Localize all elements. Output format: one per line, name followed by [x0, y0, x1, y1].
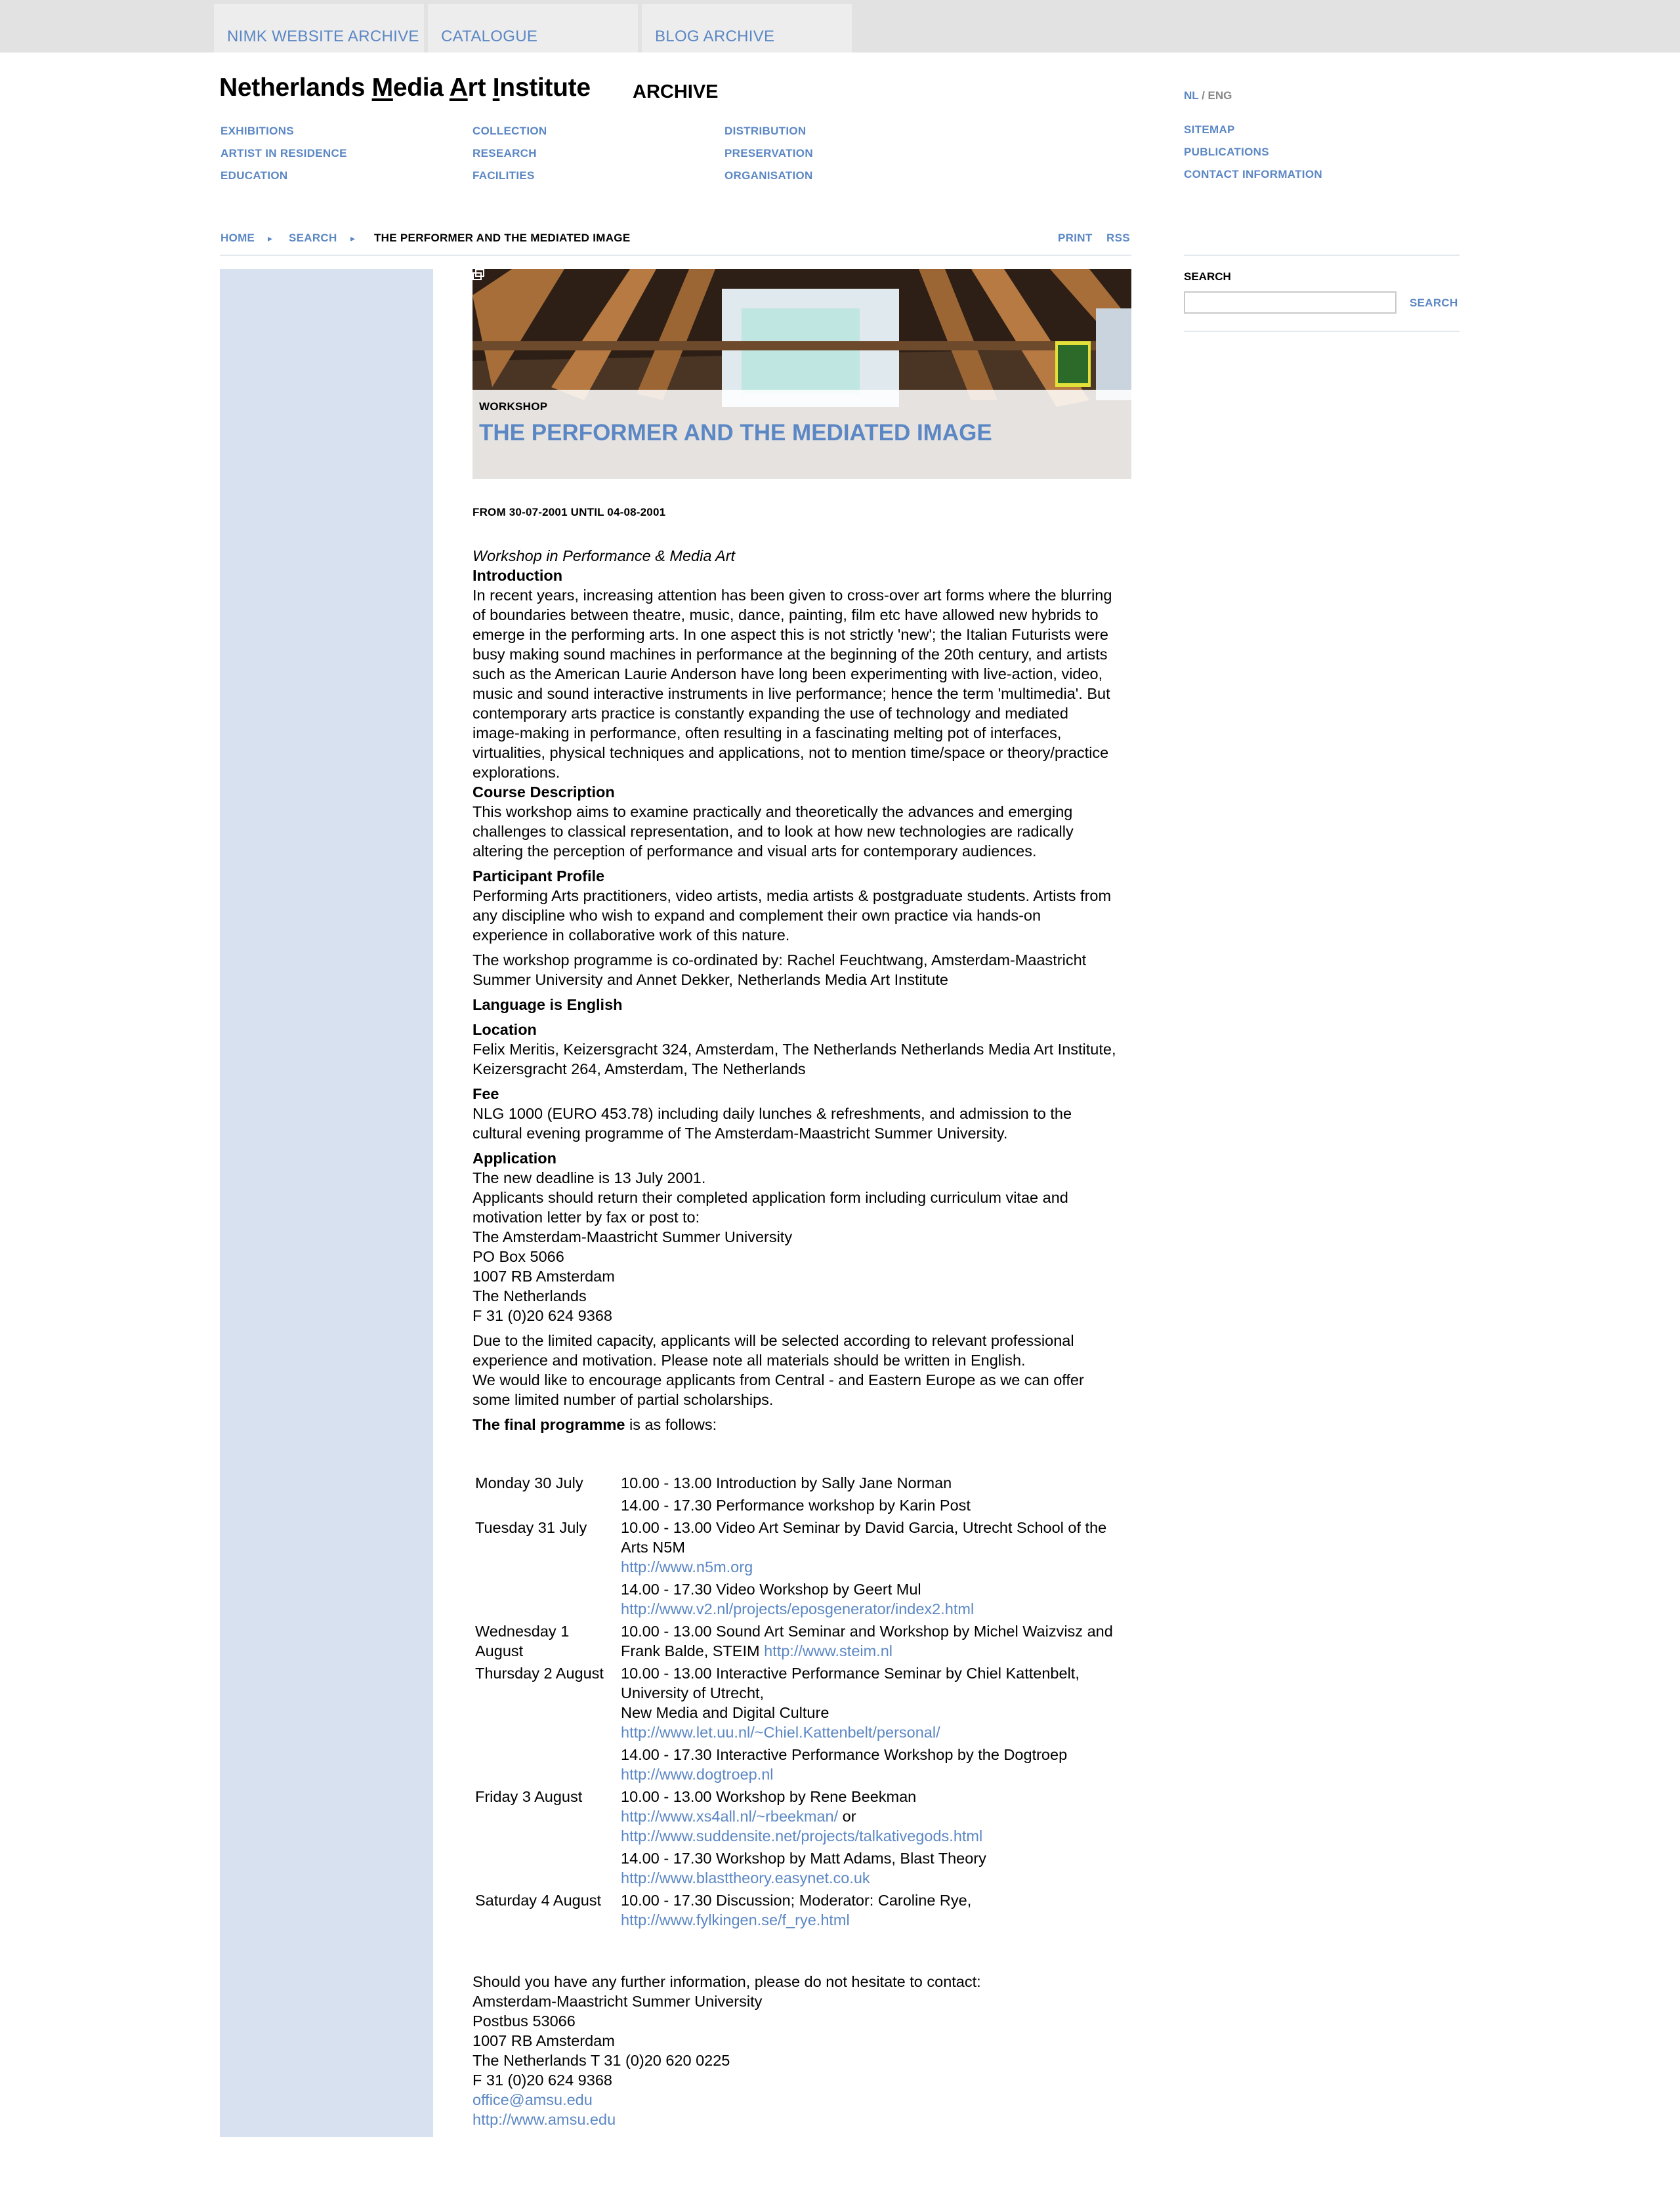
programme-table — [472, 1473, 1137, 1932]
event-description — [472, 546, 1131, 1434]
programme-link[interactable]: http://www.blasttheory.easynet.co.uk — [621, 1869, 870, 1887]
text-line: University of Utrecht, — [621, 1684, 765, 1701]
text-line: The Amsterdam-Maastricht Summer University — [472, 1228, 793, 1245]
programme-day: Saturday 4 August — [475, 1892, 602, 1909]
table-row — [472, 1745, 1137, 1787]
text-line: image-making in performance, often resulting in a fascinating melting pot of interfaces, — [472, 724, 1062, 741]
nav-facilities[interactable]: FACILITIES — [472, 169, 535, 182]
table-row — [472, 1495, 1137, 1518]
text-line: Frank Balde, STEIM — [621, 1642, 765, 1659]
top-tab-bar — [0, 0, 1680, 52]
contact-email-link[interactable]: office@amsu.edu — [472, 2091, 593, 2108]
programme-day: Tuesday 31 July — [475, 1519, 587, 1536]
programme-link[interactable]: http://www.dogtroep.nl — [621, 1766, 774, 1783]
nav-education[interactable]: EDUCATION — [220, 169, 288, 182]
rss-link[interactable]: RSS — [1106, 232, 1130, 244]
text-line: 1007 RB Amsterdam — [472, 1268, 615, 1285]
text-line: Performing Arts practitioners, video artists, media artists & postgraduate students. Artists from — [472, 887, 1112, 904]
text-line: Wednesday 1 — [475, 1623, 570, 1640]
text-line: Felix Meritis, Keizersgracht 324, Amsterdam, The Netherlands Netherlands Media Art Institute, — [472, 1041, 1116, 1058]
tab-nimk-website-archive[interactable]: NIMK WEBSITE ARCHIVE — [214, 4, 424, 52]
search-input[interactable] — [1184, 291, 1396, 314]
site-logo[interactable] — [219, 73, 591, 102]
logo-letter-m: M — [371, 73, 393, 102]
nav-sitemap[interactable]: SITEMAP — [1184, 123, 1235, 136]
text-line: explorations. — [472, 764, 560, 781]
text-line: challenges to classical representation, and to look at how new technologies are radically — [472, 823, 1074, 840]
archive-label: ARCHIVE — [633, 81, 719, 102]
text-line: 10.00 - 13.00 Sound Art Seminar and Workshop by Michel Waizvisz and — [621, 1623, 1113, 1640]
text-line: Summer University and Annet Dekker, Netherlands Media Art Institute — [472, 971, 948, 988]
logo-text-3: rt — [467, 73, 493, 102]
table-row — [472, 1518, 1137, 1579]
text-line: Applicants should return their completed application form including curriculum vitae and — [472, 1189, 1068, 1206]
programme-day: Friday 3 August — [475, 1788, 583, 1805]
table-row — [472, 1473, 1137, 1495]
location-text — [472, 1039, 1131, 1079]
tab-blog-archive[interactable]: BLOG ARCHIVE — [642, 4, 852, 52]
logo-letter-a: A — [449, 73, 468, 102]
breadcrumb-current: THE PERFORMER AND THE MEDIATED IMAGE — [374, 232, 631, 244]
text-line: 14.00 - 17.30 Interactive Performance Workshop by the Dogtroep — [621, 1746, 1068, 1763]
intro-heading: Introduction — [472, 567, 563, 584]
text-line: music and sound interactive instruments in live performance; hence the term 'multimedia'. But — [472, 685, 1110, 702]
text-line: August — [475, 1642, 524, 1659]
text-line: or — [838, 1808, 856, 1825]
programme-day: Thursday 2 August — [475, 1665, 604, 1682]
programme-slot — [618, 1745, 1137, 1787]
text-line: NLG 1000 (EURO 453.78) including daily lunches & refreshments, and admission to the — [472, 1105, 1072, 1122]
programme-slot — [618, 1890, 1137, 1932]
text-line: F 31 (0)20 624 9368 — [472, 1307, 612, 1324]
text-line: Due to the limited capacity, applicants will be selected according to relevant professional — [472, 1332, 1074, 1349]
logo-text-2: edia — [392, 73, 450, 102]
text-line: experience in collaborative work of this nature. — [472, 927, 790, 944]
nav-publications[interactable]: PUBLICATIONS — [1184, 146, 1269, 158]
print-link[interactable]: PRINT — [1058, 232, 1093, 244]
programme-link[interactable]: http://www.xs4all.nl/~rbeekman/ — [621, 1808, 839, 1825]
nav-exhibitions[interactable]: EXHIBITIONS — [220, 125, 294, 137]
course-text — [472, 802, 1131, 861]
location-heading: Location — [472, 1021, 537, 1038]
text-line: The workshop programme is co-ordinated by: Rachel Feuchtwang, Amsterdam-Maastricht — [472, 951, 1087, 969]
breadcrumb-separator-icon: ▸ — [268, 233, 273, 243]
programme-slot: 14.00 - 17.30 Performance workshop by Karin Post — [621, 1497, 971, 1514]
table-row — [472, 1579, 1137, 1621]
left-sidebar — [220, 269, 433, 2137]
text-line: Postbus 53066 — [472, 2012, 576, 2030]
text-line: experience and motivation. Please note all materials should be written in English. — [472, 1352, 1026, 1369]
final-programme-bold: The final programme — [472, 1416, 625, 1433]
text-line: 14.00 - 17.30 Video Workshop by Geert Mul — [621, 1581, 921, 1598]
table-row — [472, 1663, 1137, 1745]
programme-slot — [618, 1621, 1137, 1663]
text-line: We would like to encourage applicants from Central - and Eastern Europe as we can offer — [472, 1371, 1084, 1388]
text-line: some limited number of partial scholarships. — [472, 1391, 774, 1408]
text-line: virtualities, physical techniques and applications, not to mention time/space or theory/practice — [472, 744, 1109, 761]
lang-eng-link[interactable]: ENG — [1208, 89, 1232, 102]
language-switch — [1184, 89, 1232, 102]
coordinator-text — [472, 950, 1131, 990]
programme-slot — [618, 1848, 1137, 1890]
text-line: The new deadline is 13 July 2001. — [472, 1169, 706, 1186]
logo-text-1: Netherlands — [219, 73, 372, 102]
nav-organisation[interactable]: ORGANISATION — [724, 169, 813, 182]
text-line: Keizersgracht 264, Amsterdam, The Netherlands — [472, 1060, 806, 1077]
search-heading: SEARCH — [1184, 270, 1231, 283]
text-line: Amsterdam-Maastricht Summer University — [472, 1993, 763, 2010]
programme-link[interactable]: http://www.suddensite.net/projects/talkativegods.html — [621, 1827, 983, 1845]
text-line: any discipline who wish to expand and complement their own practice via hands-on — [472, 907, 1041, 924]
programme-slot — [618, 1663, 1137, 1745]
participant-heading: Participant Profile — [472, 867, 605, 885]
nav-collection[interactable]: COLLECTION — [472, 125, 547, 137]
text-line: 10.00 - 13.00 Workshop by Rene Beekman — [621, 1788, 917, 1805]
nav-preservation[interactable]: PRESERVATION — [724, 147, 813, 159]
text-line: 10.00 - 17.30 Discussion; Moderator: Caroline Rye, — [621, 1892, 972, 1909]
event-type-label: WORKSHOP — [479, 400, 548, 413]
logo-text-4: nstitute — [499, 73, 591, 102]
course-heading: Course Description — [472, 783, 615, 801]
breadcrumb-separator-icon: ▸ — [350, 233, 356, 243]
text-line: The Netherlands T 31 (0)20 620 0225 — [472, 2052, 730, 2069]
contact-block — [472, 1972, 1131, 2129]
programme-link[interactable]: http://www.fylkingen.se/f_rye.html — [621, 1911, 850, 1929]
text-line: such as the American Laurie Anderson have long been experimenting with live-action, video, — [472, 665, 1103, 682]
programme-link[interactable]: http://www.let.uu.nl/~Chiel.Kattenbelt/personal/ — [621, 1724, 940, 1741]
table-row — [472, 1621, 1137, 1663]
event-title: THE PERFORMER AND THE MEDIATED IMAGE — [479, 420, 992, 446]
event-subtitle: Workshop in Performance & Media Art — [472, 547, 736, 564]
programme-link[interactable]: http://www.v2.nl/projects/eposgenerator/index2.html — [621, 1600, 975, 1617]
programme-link[interactable]: http://www.n5m.org — [621, 1558, 753, 1575]
text-line: 10.00 - 13.00 Video Art Seminar by David Garcia, Utrecht School of the — [621, 1519, 1107, 1536]
text-line: emerge in the performing arts. In one aspect this is not strictly 'new'; the Italian Futurists were — [472, 626, 1108, 643]
text-line: In recent years, increasing attention has been given to cross-over art forms where the blurring — [472, 587, 1112, 604]
text-line: New Media and Digital Culture — [621, 1704, 830, 1721]
text-line: The Netherlands — [472, 1287, 587, 1304]
text-line: PO Box 5066 — [472, 1248, 564, 1265]
text-line: motivation letter by fax or post to: — [472, 1209, 700, 1226]
search-button[interactable]: SEARCH — [1410, 297, 1458, 309]
breadcrumb-divider — [220, 255, 1131, 256]
text-line: contemporary arts practice is constantly expanding the use of technology and mediated — [472, 705, 1068, 722]
language-heading: Language is English — [472, 996, 623, 1013]
programme-link[interactable]: http://www.steim.nl — [764, 1642, 893, 1659]
contact-website-link[interactable]: http://www.amsu.edu — [472, 2111, 616, 2128]
participant-text — [472, 886, 1131, 945]
nav-artist-in-residence[interactable]: ARTIST IN RESIDENCE — [220, 147, 347, 159]
text-line: cultural evening programme of The Amsterdam-Maastricht Summer University. — [472, 1125, 1008, 1142]
programme-slot — [618, 1787, 1137, 1848]
application-text — [472, 1168, 1131, 1325]
fee-text — [472, 1104, 1131, 1143]
text-line: F 31 (0)20 624 9368 — [472, 2072, 612, 2089]
text-line: Should you have any further information, please do not hesitate to contact: — [472, 1973, 981, 1990]
text-line: 10.00 - 13.00 Interactive Performance Seminar by Chiel Kattenbelt, — [621, 1665, 1080, 1682]
breadcrumb-home[interactable]: HOME — [220, 232, 255, 244]
text-line: Arts N5M — [621, 1539, 685, 1556]
text-line: 14.00 - 17.30 Workshop by Matt Adams, Blast Theory — [621, 1850, 986, 1867]
final-programme-rest: is as follows: — [625, 1416, 717, 1433]
nav-contact-information[interactable]: CONTACT INFORMATION — [1184, 168, 1322, 180]
tab-catalogue[interactable]: CATALOGUE — [428, 4, 638, 52]
table-row — [472, 1787, 1137, 1848]
table-row — [472, 1848, 1137, 1890]
table-row — [472, 1890, 1137, 1932]
final-programme-intro — [472, 1415, 1131, 1434]
fullscreen-icon[interactable] — [472, 269, 484, 281]
breadcrumb-search[interactable]: SEARCH — [289, 232, 337, 244]
text-line: 1007 RB Amsterdam — [472, 2032, 615, 2049]
programme-slot — [618, 1518, 1137, 1579]
right-column-divider — [1184, 255, 1460, 256]
programme-day — [472, 1621, 618, 1663]
fee-heading: Fee — [472, 1085, 499, 1102]
nav-research[interactable]: RESEARCH — [472, 147, 537, 159]
lang-separator: / — [1198, 89, 1208, 102]
lang-nl-link[interactable]: NL — [1184, 89, 1199, 102]
intro-text — [472, 585, 1131, 782]
nav-distribution[interactable]: DISTRIBUTION — [724, 125, 807, 137]
capacity-text — [472, 1331, 1131, 1409]
event-dates: FROM 30-07-2001 UNTIL 04-08-2001 — [472, 506, 666, 518]
programme-day: Monday 30 July — [475, 1474, 583, 1491]
text-line: of boundaries between theatre, music, dance, painting, film etc have allowed new hybrids to — [472, 606, 1099, 623]
hero-image — [472, 269, 1131, 479]
text-line: This workshop aims to examine practically and theoretically the advances and emerging — [472, 803, 1073, 820]
search-divider — [1184, 331, 1460, 332]
text-line: busy making sound machines in performance at the beginning of the 20th century, and artists — [472, 646, 1108, 663]
text-line: altering the perception of performance and visual arts for contemporary audiences. — [472, 843, 1037, 860]
application-heading: Application — [472, 1150, 556, 1167]
programme-slot — [618, 1579, 1137, 1621]
programme-slot: 10.00 - 13.00 Introduction by Sally Jane Norman — [621, 1474, 952, 1491]
logo-letter-i: I — [492, 73, 500, 102]
